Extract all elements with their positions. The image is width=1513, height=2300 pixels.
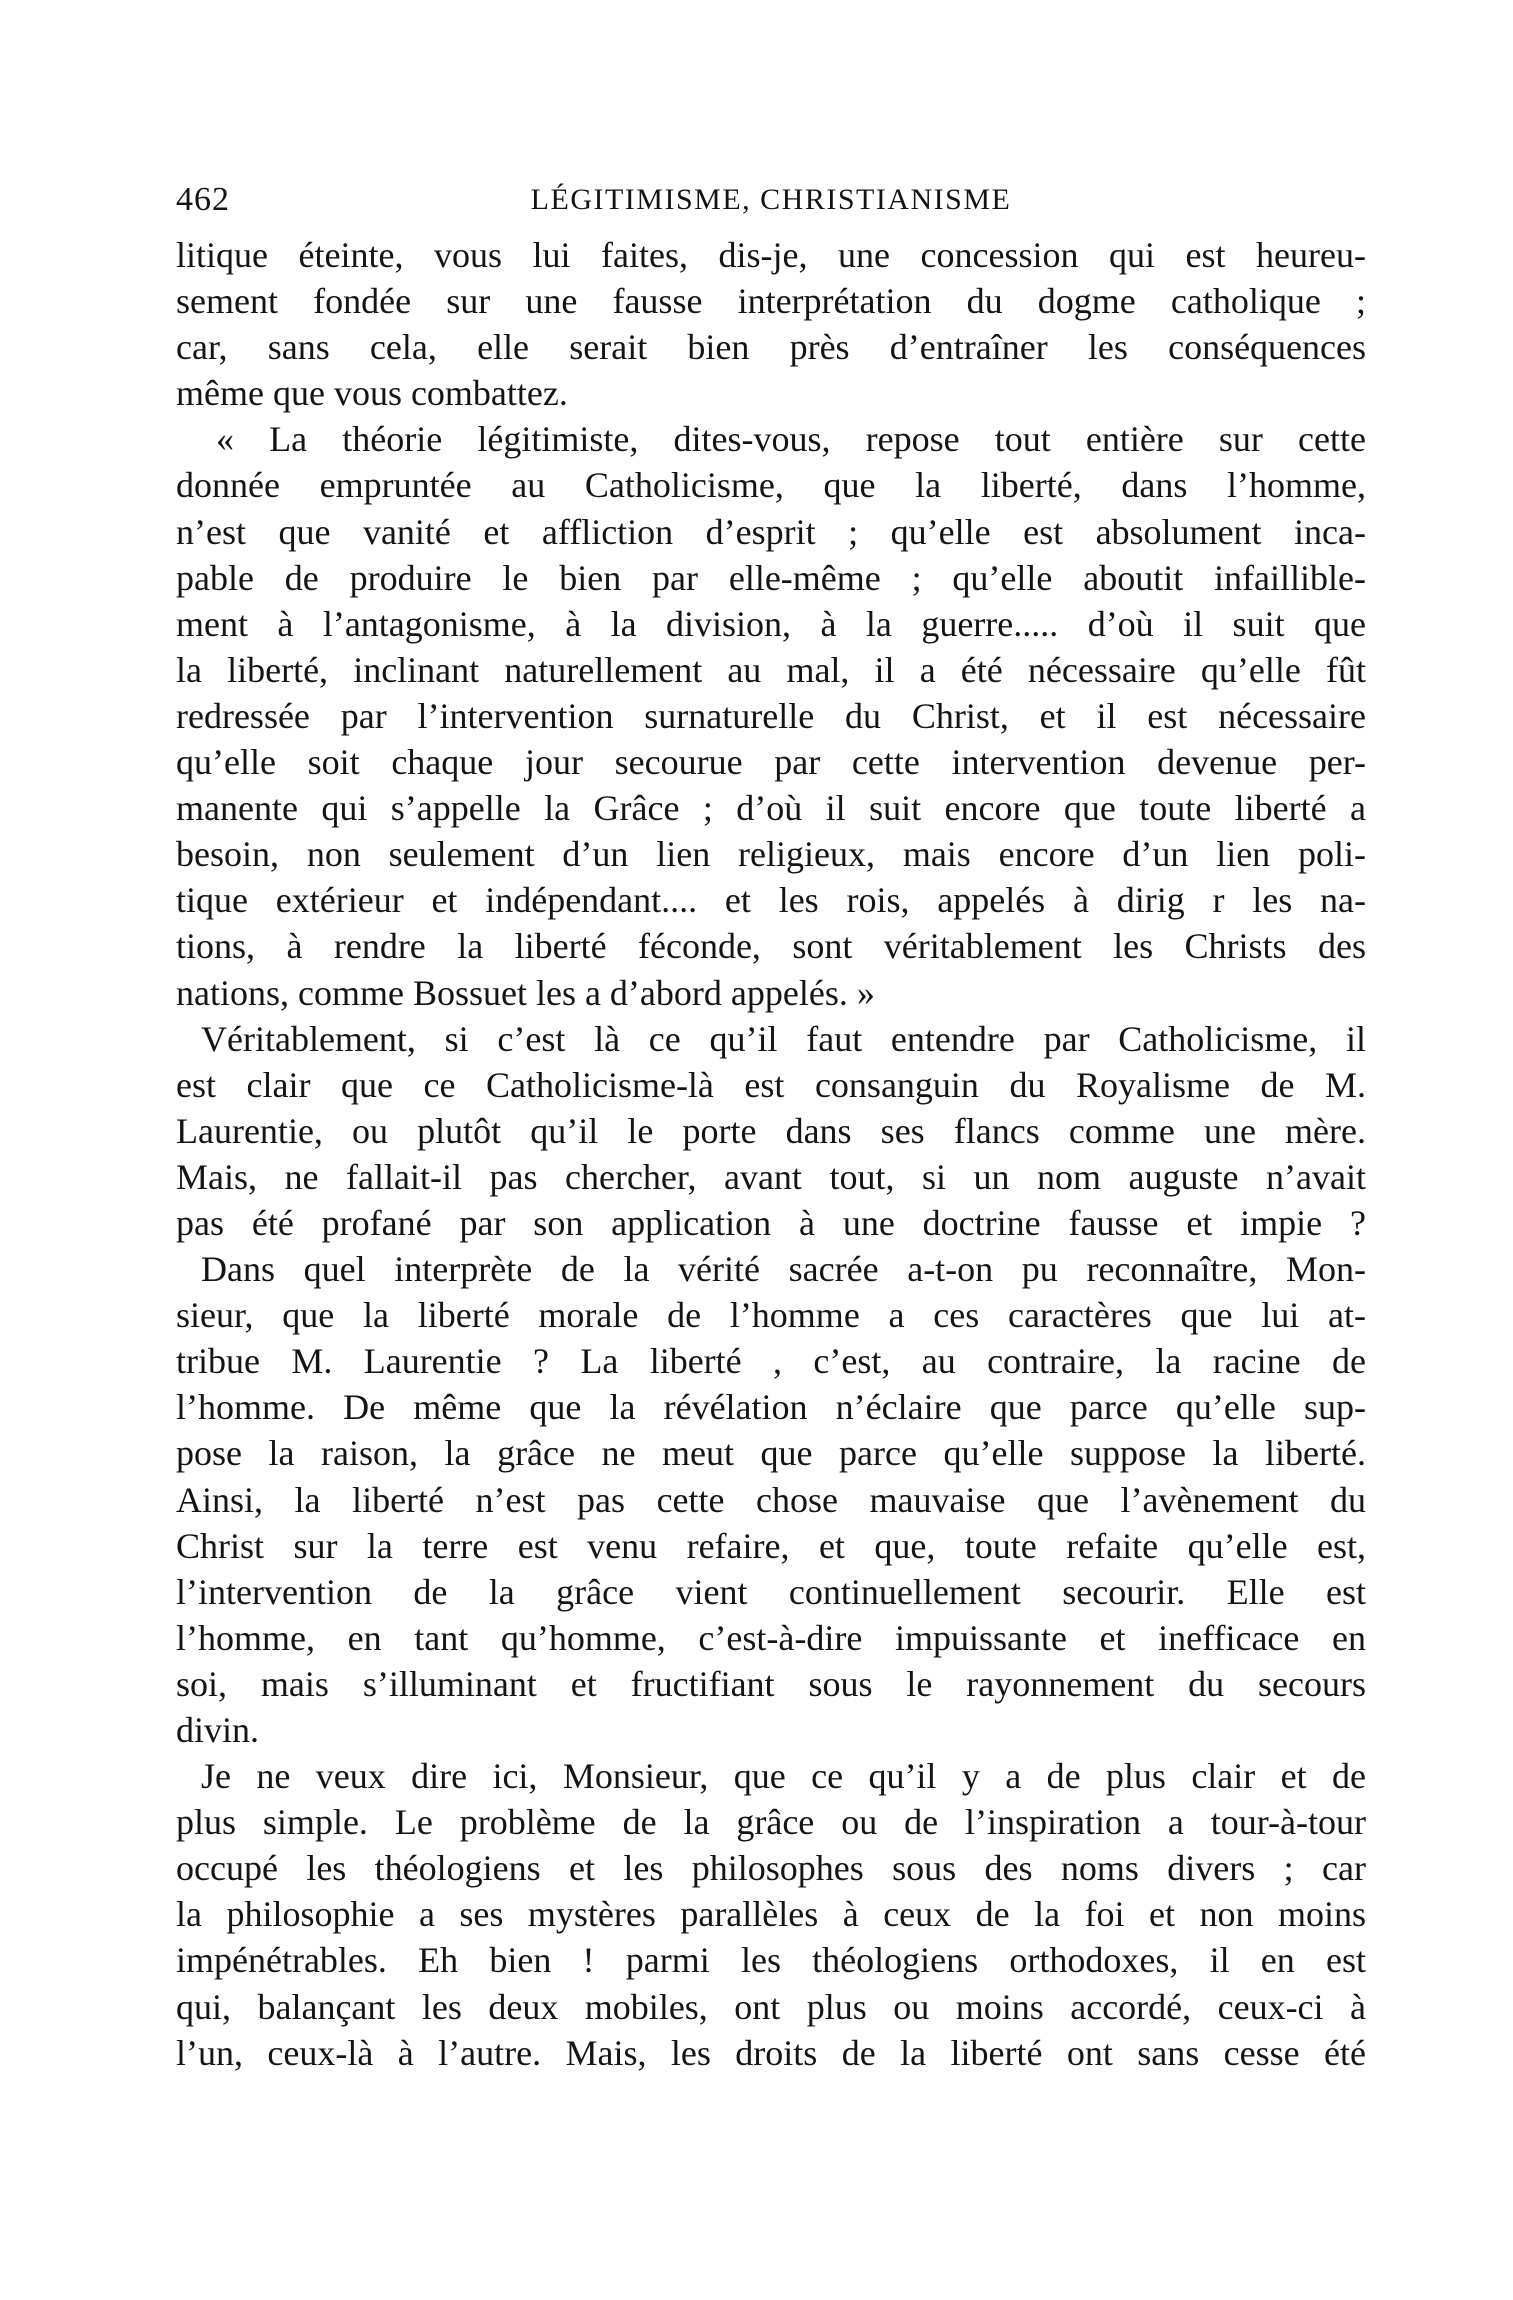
- text-line: qui, balançant les deux mobiles, ont plus ou moins accordé, ceux-ci à: [176, 1986, 1366, 2027]
- text-line: même que vous combattez.: [176, 373, 568, 414]
- text-line: Dans quel interprète de la vérité sacrée a-t-on pu reconnaître, Mon-: [201, 1249, 1366, 1290]
- text-line: Christ sur la terre est venu refaire, et que, toute refaite qu’elle est,: [176, 1525, 1366, 1566]
- text-line: donnée empruntée au Catholicisme, que la liberté, dans l’homme,: [176, 465, 1366, 506]
- text-line: soi, mais s’illuminant et fructifiant sous le rayonnement du secours: [176, 1663, 1366, 1704]
- text-line: occupé les théologiens et les philosophes sous des noms divers ; car: [176, 1848, 1366, 1889]
- text-line: Ainsi, la liberté n’est pas cette chose mauvaise que l’avènement du: [176, 1479, 1366, 1520]
- text-line: sement fondée sur une fausse interprétation du dogme catholique ;: [176, 281, 1366, 322]
- text-line: est clair que ce Catholicisme-là est consanguin du Royalisme de M.: [176, 1064, 1366, 1105]
- text-line: la philosophie a ses mystères parallèles à ceux de la foi et non moins: [176, 1894, 1366, 1935]
- text-line: redressée par l’intervention surnaturelle du Christ, et il est nécessaire: [176, 695, 1366, 736]
- text-line: pose la raison, la grâce ne meut que parce qu’elle suppose la liberté.: [176, 1433, 1366, 1474]
- running-head: [176, 175, 1366, 225]
- text-line: impénétrables. Eh bien ! parmi les théologiens orthodoxes, il en est: [176, 1940, 1366, 1981]
- text-line: l’homme. De même que la révélation n’éclaire que parce qu’elle sup-: [176, 1387, 1366, 1428]
- page-number: 462: [176, 181, 230, 218]
- text-line: Laurentie, ou plutôt qu’il le porte dans ses flancs comme une mère.: [176, 1110, 1366, 1151]
- text-line: ment à l’antagonisme, à la division, à la guerre..... d’où il suit que: [176, 603, 1366, 644]
- text-line: pas été profané par son application à une doctrine fausse et impie ?: [176, 1202, 1366, 1243]
- text-line: Je ne veux dire ici, Monsieur, que ce qu’il y a de plus clair et de: [201, 1756, 1366, 1797]
- text-line: besoin, non seulement d’un lien religieux, mais encore d’un lien poli-: [176, 834, 1366, 875]
- text-line: la liberté, inclinant naturellement au mal, il a été nécessaire qu’elle fût: [176, 649, 1366, 690]
- text-line: l’homme, en tant qu’homme, c’est-à-dire impuissante et inefficace en: [176, 1617, 1366, 1658]
- text-line: l’un, ceux-là à l’autre. Mais, les droits de la liberté ont sans cesse été: [176, 2032, 1366, 2073]
- text-line: sieur, que la liberté morale de l’homme a ces caractères que lui at-: [176, 1295, 1366, 1336]
- text-line: divin.: [176, 1710, 260, 1750]
- text-line: tions, à rendre la liberté féconde, sont véritablement les Christs des: [176, 926, 1366, 967]
- text-line: pable de produire le bien par elle-même ; qu’elle aboutit infaillible-: [176, 557, 1366, 598]
- text-line: nations, comme Bossuet les a d’abord appelés. »: [176, 972, 875, 1013]
- text-line: plus simple. Le problème de la grâce ou de l’inspiration a tour-à-tour: [176, 1802, 1366, 1843]
- text-line: litique éteinte, vous lui faites, dis-je, une concession qui est heureu-: [176, 235, 1366, 275]
- text-line: qu’elle soit chaque jour secourue par cette intervention devenue per-: [176, 742, 1366, 783]
- text-line: n’est que vanité et affliction d’esprit ; qu’elle est absolument inca-: [176, 511, 1366, 552]
- body-text: [176, 232, 1366, 2076]
- text-line: car, sans cela, elle serait bien près d’entraîner les conséquences: [176, 327, 1366, 368]
- text-line: Mais, ne fallait-il pas chercher, avant tout, si un nom auguste n’avait: [176, 1156, 1366, 1197]
- text-line: l’intervention de la grâce vient continuellement secourir. Elle est: [176, 1571, 1366, 1612]
- text-line: « La théorie légitimiste, dites-vous, repose tout entière sur cette: [216, 419, 1366, 460]
- text-line: manente qui s’appelle la Grâce ; d’où il suit encore que toute liberté a: [176, 788, 1366, 829]
- text-line: Véritablement, si c’est là ce qu’il faut entendre par Catholicisme, il: [201, 1018, 1366, 1059]
- text-line: tique extérieur et indépendant.... et les rois, appelés à dirig r les na-: [176, 880, 1366, 921]
- text-line: tribue M. Laurentie ? La liberté , c’est, au contraire, la racine de: [176, 1341, 1366, 1382]
- running-head-title: LÉGITIMISME, CHRISTIANISME: [530, 183, 1012, 216]
